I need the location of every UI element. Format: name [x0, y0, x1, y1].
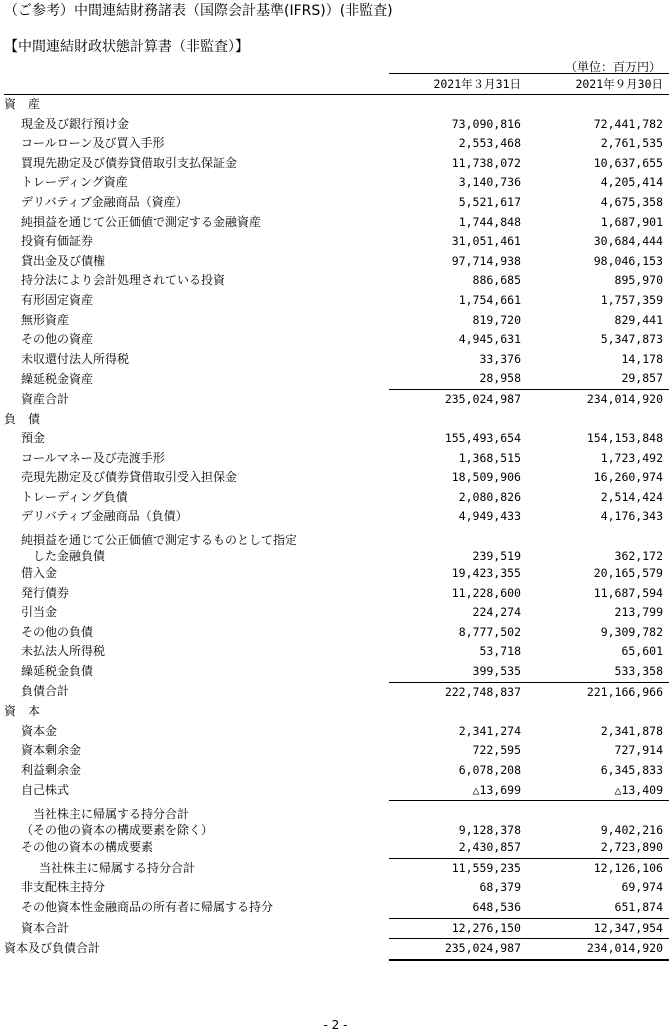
table-row: [4, 134, 669, 154]
value-2021-03-31: 886,685: [472, 273, 521, 288]
table-row: [4, 781, 669, 801]
table-row: [4, 584, 669, 604]
value-2021-09-30: 4,176,343: [600, 509, 663, 524]
row-label: その他資本性金融商品の所有者に帰属する持分: [21, 900, 274, 915]
value-2021-09-30: 4,675,358: [600, 194, 663, 209]
table-row: [4, 291, 669, 311]
value-2021-03-31: 53,718: [479, 644, 521, 659]
value-2021-03-31: [389, 95, 527, 115]
page-number: - 2 -: [323, 1018, 348, 1032]
header-blank: [4, 74, 389, 95]
value-2021-09-30: [527, 410, 669, 430]
row-label: デリバティブ金融商品（負債）: [21, 509, 188, 524]
table-row: [4, 271, 669, 291]
row-label: 非支配株主持分: [21, 880, 106, 895]
value-2021-09-30: 234,014,920: [527, 389, 669, 409]
total-row: [4, 918, 669, 939]
value-2021-09-30: 12,126,106: [527, 858, 669, 878]
row-label: 資本及び負債合計: [4, 941, 101, 956]
table-row: [4, 507, 669, 527]
table-row: [4, 623, 669, 643]
value-2021-09-30: 2,341,878: [600, 723, 663, 738]
value-2021-03-31: 2,341,274: [458, 723, 521, 738]
row-label: 資本合計: [21, 920, 70, 935]
value-2021-03-31: [389, 702, 527, 722]
document-title: （ご参考）中間連結財務諸表（国際会計基準(IFRS)）(非監査): [4, 3, 393, 19]
value-2021-09-30: 1,687,901: [600, 214, 663, 229]
value-2021-09-30: 10,637,655: [593, 155, 663, 170]
table-row: [4, 642, 669, 662]
value-2021-03-31: 4,949,433: [458, 509, 521, 524]
table-row: [4, 115, 669, 135]
row-label: その他の資産: [21, 332, 94, 347]
row-label: 繰延税金負債: [21, 664, 94, 679]
value-2021-09-30: 6,345,833: [600, 763, 663, 777]
value-2021-03-31: 224,274: [472, 605, 521, 620]
row-label: 現金及び銀行預け金: [21, 116, 130, 131]
row-label: 預金: [21, 431, 46, 446]
value-2021-09-30: 829,441: [614, 312, 663, 327]
value-2021-03-31: 12,276,150: [389, 918, 527, 939]
value-2021-09-30: 65,601: [621, 644, 663, 659]
row-label: 負債合計: [21, 684, 70, 699]
value-2021-09-30: 1,757,359: [600, 292, 663, 307]
value-2021-09-30: 11,687,594: [593, 585, 663, 600]
row-label: 未払法人所得税: [21, 644, 106, 659]
table-row: [4, 722, 669, 742]
row-label: 当社株主に帰属する持分合計 （その他の資本の構成要素を除く）: [21, 807, 214, 838]
section-row: [4, 95, 669, 115]
total-row: [4, 939, 669, 960]
value-2021-09-30: 2,723,890: [600, 840, 663, 855]
header-date-2021-09-30: 2021年９月30日: [527, 74, 669, 95]
row-label: デリバティブ金融商品（資産）: [21, 194, 188, 209]
value-2021-09-30: 1,723,492: [600, 450, 663, 465]
value-2021-09-30: 727,914: [614, 743, 663, 758]
value-2021-09-30: 895,970: [614, 273, 663, 288]
unit-label: （単位：百万円）: [564, 60, 661, 74]
table-row: [4, 330, 669, 350]
value-2021-09-30: 362,172: [614, 549, 663, 564]
value-2021-09-30: 533,358: [614, 664, 663, 679]
value-2021-03-31: 2,080,826: [458, 489, 521, 504]
value-2021-03-31: 4,945,631: [458, 332, 521, 347]
value-2021-03-31: 11,559,235: [389, 858, 527, 878]
value-2021-09-30: 9,309,782: [600, 624, 663, 639]
value-2021-03-31: 235,024,987: [389, 389, 527, 409]
row-label: 自己株式: [21, 782, 70, 797]
row-label: 投資有価証券: [21, 234, 94, 249]
value-2021-03-31: 1,744,848: [458, 214, 521, 229]
financial-position-table: [4, 73, 669, 961]
total-row: [4, 682, 669, 702]
value-2021-03-31: 68,379: [479, 880, 521, 895]
value-2021-03-31: 19,423,355: [451, 566, 521, 581]
value-2021-09-30: 651,874: [614, 899, 663, 914]
row-label: 資本剰余金: [21, 743, 82, 758]
table-row: [4, 311, 669, 331]
value-2021-03-31: 722,595: [472, 743, 521, 758]
row-label: 純損益を通じて公正価値で測定するものとして指定 した金融負債: [21, 533, 298, 564]
value-2021-09-30: 16,260,974: [593, 470, 663, 485]
value-2021-03-31: 1,368,515: [458, 450, 521, 465]
table-row: [4, 527, 669, 564]
table-row: [4, 878, 669, 898]
row-label: その他の資本の構成要素: [21, 840, 154, 855]
table-row: [4, 369, 669, 389]
table-row: [4, 741, 669, 761]
row-label: 無形資産: [21, 312, 70, 327]
row-label: 貸出金及び債権: [21, 253, 106, 268]
table-row: [4, 564, 669, 584]
row-label: 借入金: [21, 566, 58, 581]
value-2021-03-31: 235,024,987: [389, 939, 527, 960]
row-label: 資産合計: [21, 391, 70, 406]
value-2021-03-31: △13,699: [472, 782, 521, 797]
value-2021-09-30: 221,166,966: [527, 682, 669, 702]
value-2021-03-31: [389, 410, 527, 430]
total-row: [4, 389, 669, 409]
value-2021-03-31: 819,720: [472, 312, 521, 327]
value-2021-03-31: 2,553,468: [458, 136, 521, 151]
value-2021-03-31: 5,521,617: [458, 194, 521, 209]
value-2021-09-30: 213,799: [614, 605, 663, 620]
value-2021-09-30: 4,205,414: [600, 175, 663, 190]
value-2021-09-30: 30,684,444: [593, 234, 663, 249]
row-label: コールマネー及び売渡手形: [21, 450, 165, 465]
value-2021-09-30: 9,402,216: [527, 801, 669, 839]
value-2021-03-31: 31,051,461: [451, 234, 521, 249]
row-label: 発行債券: [21, 585, 70, 600]
row-label: トレーディング資産: [21, 175, 128, 190]
value-2021-09-30: 12,347,954: [527, 918, 669, 939]
value-2021-03-31: 33,376: [479, 351, 521, 366]
value-2021-03-31: 2,430,857: [458, 840, 521, 855]
value-2021-09-30: [527, 702, 669, 722]
row-label: 利益剰余金: [21, 763, 82, 777]
value-2021-09-30: 98,046,153: [593, 253, 663, 268]
row-label: 持分法により会計処理されている投資: [21, 273, 226, 288]
value-2021-03-31: 1,754,661: [458, 292, 521, 307]
row-label: その他の負債: [21, 624, 94, 639]
row-label: コールローン及び買入手形: [21, 136, 165, 151]
row-label: 資 産: [4, 97, 41, 111]
value-2021-03-31: 8,777,502: [458, 624, 521, 639]
row-label: 資 本: [4, 704, 41, 719]
row-label: 売現先勘定及び債券貸借取引受入担保金: [21, 470, 238, 485]
row-label: 買現先勘定及び債券貸借取引支払保証金: [21, 155, 238, 170]
table-row: [4, 252, 669, 272]
value-2021-03-31: 97,714,938: [451, 253, 521, 268]
row-label: トレーディング負債: [21, 489, 128, 504]
value-2021-09-30: 20,165,579: [593, 566, 663, 581]
value-2021-03-31: 73,090,816: [451, 116, 521, 131]
value-2021-09-30: 72,441,782: [593, 116, 663, 131]
value-2021-03-31: 222,748,837: [389, 682, 527, 702]
row-label: 当社株主に帰属する持分合計: [39, 860, 196, 875]
table-row: [4, 193, 669, 213]
table-row: [4, 213, 669, 233]
value-2021-09-30: 154,153,848: [586, 431, 663, 446]
table-row: [4, 838, 669, 858]
row-label: 負 債: [4, 411, 41, 426]
value-2021-03-31: 155,493,654: [444, 431, 521, 446]
row-label: 繰延税金資産: [21, 371, 94, 386]
table-row: [4, 898, 669, 918]
table-header-row: [4, 74, 669, 95]
value-2021-09-30: [527, 95, 669, 115]
table-row: [4, 468, 669, 488]
table-row: [4, 429, 669, 449]
header-date-2021-03-31: 2021年３月31日: [389, 74, 527, 95]
table-row: [4, 173, 669, 193]
row-label: 資本金: [21, 723, 58, 738]
value-2021-09-30: 69,974: [621, 880, 663, 895]
row-label: 未収還付法人所得税: [21, 351, 130, 366]
table-row: [4, 350, 669, 370]
total-row: [4, 858, 669, 878]
table-row: [4, 488, 669, 508]
table-row: [4, 232, 669, 252]
row-label: 引当金: [21, 605, 58, 620]
row-label: 有形固定資産: [21, 292, 94, 307]
value-2021-03-31: 399,535: [472, 664, 521, 679]
total-row: [4, 801, 669, 839]
value-2021-03-31: 9,128,378: [389, 801, 527, 839]
statement-title: 【中間連結財政状態計算書（非監査）】: [4, 39, 249, 55]
value-2021-03-31: 18,509,906: [451, 470, 521, 485]
value-2021-09-30: 14,178: [621, 351, 663, 366]
value-2021-09-30: 234,014,920: [527, 939, 669, 960]
value-2021-03-31: 11,228,600: [451, 585, 521, 600]
value-2021-09-30: △13,409: [614, 782, 663, 797]
value-2021-09-30: 2,761,535: [600, 136, 663, 151]
value-2021-03-31: 3,140,736: [458, 175, 521, 190]
table-row: [4, 449, 669, 469]
section-row: [4, 702, 669, 722]
table-row: [4, 662, 669, 682]
value-2021-03-31: 11,738,072: [451, 155, 521, 170]
row-label: 純損益を通じて公正価値で測定する金融資産: [21, 214, 262, 229]
value-2021-09-30: 5,347,873: [600, 332, 663, 347]
value-2021-09-30: 29,857: [621, 371, 663, 386]
table-row: [4, 761, 669, 781]
value-2021-03-31: 648,536: [472, 899, 521, 914]
section-row: [4, 410, 669, 430]
value-2021-09-30: 2,514,424: [600, 489, 663, 504]
value-2021-03-31: 6,078,208: [458, 763, 521, 777]
value-2021-03-31: 28,958: [479, 371, 521, 386]
table-row: [4, 154, 669, 174]
table-row: [4, 603, 669, 623]
value-2021-03-31: 239,519: [472, 549, 521, 564]
